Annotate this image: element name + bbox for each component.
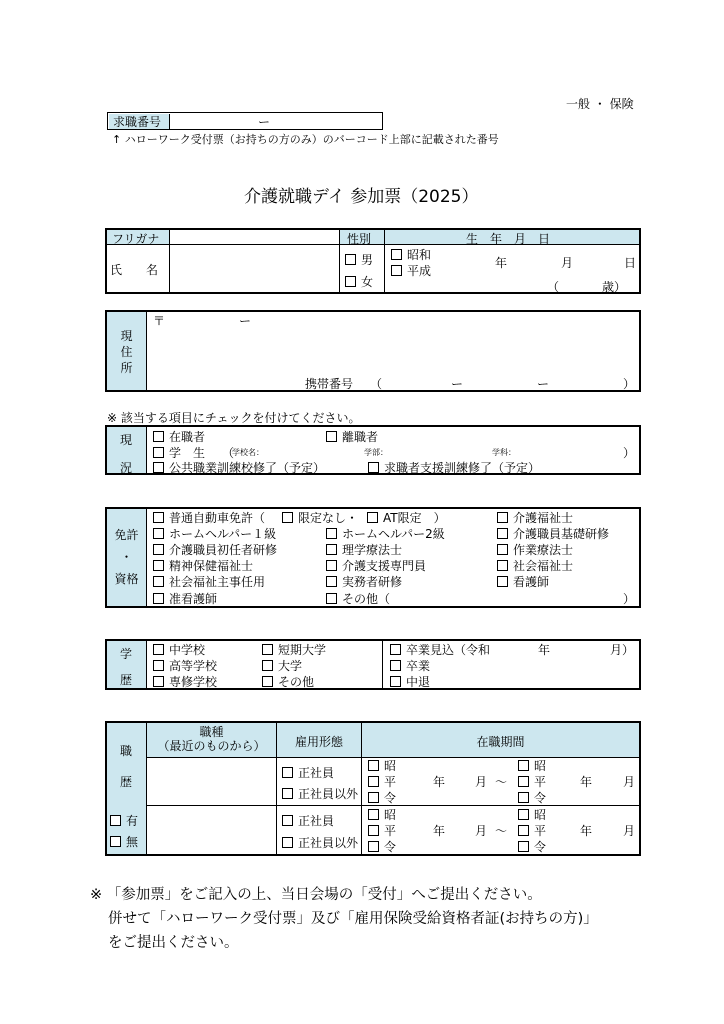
license-ot[interactable]: 作業療法士 <box>497 541 573 558</box>
license-practitioner[interactable]: 実務者研修 <box>326 573 402 590</box>
page-title: 介護就職デイ 参加票（2025） <box>244 187 479 207</box>
status-label-1: 現 <box>120 433 133 447</box>
student-checkbox[interactable] <box>153 447 164 458</box>
row2-regular[interactable]: 正社員 <box>282 812 334 829</box>
row1-start-month: 月 <box>475 775 488 789</box>
row1-start-showa-checkbox[interactable] <box>368 760 379 771</box>
student-close: ） <box>623 446 636 460</box>
address-label: 現 住 所 <box>120 329 133 375</box>
birthdate-header: 生 年 月 日 <box>466 232 551 246</box>
mobile-label: 携帯番号 <box>305 377 354 391</box>
edu-junior-high[interactable]: 中学校 <box>153 641 205 658</box>
row1-start-showa[interactable]: 昭 <box>368 757 396 774</box>
edu-junior-college[interactable]: 短期大学 <box>262 641 326 658</box>
license-helper1[interactable]: ホームヘルパー１級 <box>153 525 276 542</box>
row1-start-heisei[interactable]: 平 <box>368 773 396 790</box>
edu-university[interactable]: 大学 <box>262 657 302 674</box>
birth-day-label: 日 <box>624 256 637 270</box>
row1-start-year: 年 <box>433 775 446 789</box>
student-open: （ <box>222 446 235 460</box>
row1-non-regular[interactable]: 正社員以外 <box>282 785 358 802</box>
row1-start-heisei-checkbox[interactable] <box>368 776 379 787</box>
postal-code-input[interactable]: ー <box>239 314 252 328</box>
education-label-2: 歴 <box>120 673 133 687</box>
edu-other-checkbox[interactable] <box>262 676 273 687</box>
row1-end-heisei-checkbox[interactable] <box>518 776 529 787</box>
row2-start-year: 年 <box>433 824 446 838</box>
edu-dropout[interactable]: 中退 <box>390 673 430 690</box>
gender-male-option[interactable]: 男 <box>345 251 373 268</box>
license-basic-training[interactable]: 介護職員基礎研修 <box>497 525 609 542</box>
career-yes-checkbox[interactable] <box>110 815 121 826</box>
status-student-option[interactable]: 学 生 <box>153 444 205 461</box>
row1-end-month: 月 <box>623 775 636 789</box>
status-label-2: 況 <box>120 461 133 475</box>
helper1-checkbox[interactable] <box>153 528 164 539</box>
row1-non-regular-checkbox[interactable] <box>282 788 293 799</box>
row2-end-reiwa[interactable]: 令 <box>518 838 546 855</box>
junior-high-checkbox[interactable] <box>153 644 164 655</box>
row2-non-regular[interactable]: 正社員以外 <box>282 834 358 851</box>
job-type-input-2[interactable] <box>149 808 274 852</box>
mobile-open: （ <box>370 377 383 391</box>
checkbox-instruction: ※ 該当する項目にチェックを付けてください。 <box>107 411 361 425</box>
initial-training-checkbox[interactable] <box>153 544 164 555</box>
row2-non-regular-checkbox[interactable] <box>282 837 293 848</box>
high-school-checkbox[interactable] <box>153 660 164 671</box>
row2-end-showa-checkbox[interactable] <box>518 809 529 820</box>
edu-graduated[interactable]: 卒業 <box>390 657 430 674</box>
faculty-label: 学部： <box>364 448 388 457</box>
license-assistant-nurse[interactable]: 准看護師 <box>153 590 217 607</box>
social-worker-checkbox[interactable] <box>497 560 508 571</box>
birth-year-label: 年 <box>495 256 508 270</box>
row2-start-heisei-checkbox[interactable] <box>368 825 379 836</box>
row1-end-showa-checkbox[interactable] <box>518 760 529 771</box>
row2-end-heisei[interactable]: 平 <box>518 822 546 839</box>
license-social-supervisor[interactable]: 社会福祉主事任用 <box>153 573 265 590</box>
row2-tilde: ～ <box>495 824 508 838</box>
license-pt[interactable]: 理学療法士 <box>326 541 402 558</box>
license-social-worker[interactable]: 社会福祉士 <box>497 557 573 574</box>
row2-start-showa[interactable]: 昭 <box>368 806 396 823</box>
row2-end-showa[interactable]: 昭 <box>518 806 546 823</box>
helper2-checkbox[interactable] <box>326 528 337 539</box>
license-care-worker[interactable]: 介護福祉士 <box>497 509 573 526</box>
footer-line-2: 併せて「ハローワーク受付票」及び「雇用保険受給資格者証(お持ちの方)」 <box>108 911 598 927</box>
row2-regular-checkbox[interactable] <box>282 815 293 826</box>
address-input[interactable] <box>150 330 638 370</box>
edu-vocational[interactable]: 専修学校 <box>153 673 217 690</box>
practitioner-checkbox[interactable] <box>326 576 337 587</box>
row2-start-month: 月 <box>475 824 488 838</box>
birth-month-label: 月 <box>561 256 574 270</box>
at-checkbox[interactable] <box>367 512 378 523</box>
license-helper2[interactable]: ホームヘルパー2級 <box>326 525 445 542</box>
row2-start-heisei[interactable]: 平 <box>368 822 396 839</box>
junior-college-checkbox[interactable] <box>262 644 273 655</box>
school-name-label: 学校名： <box>232 448 264 457</box>
row1-end-reiwa-checkbox[interactable] <box>518 792 529 803</box>
furigana-label: フリガナ <box>112 232 160 246</box>
licenses-label: 免許 ・ 資格 <box>114 528 139 586</box>
license-driving-at[interactable]: AT限定 ） <box>367 509 446 526</box>
row2-end-year: 年 <box>580 824 593 838</box>
pt-checkbox[interactable] <box>326 544 337 555</box>
row1-end-showa[interactable]: 昭 <box>518 757 546 774</box>
footer-line-1: ※ 「参加票」をご記入の上、当日会場の「受付」へご提出ください。 <box>90 887 542 903</box>
employed-checkbox[interactable] <box>153 431 164 442</box>
career-label-1: 職 <box>120 744 133 758</box>
postal-mark: 〒 <box>153 314 166 328</box>
career-label-2: 歴 <box>120 775 133 789</box>
male-checkbox[interactable] <box>345 254 356 265</box>
job-number-note: ↑ ハローワーク受付票（お持ちの方のみ）のバーコード上部に記載された番号 <box>112 133 499 146</box>
care-worker-checkbox[interactable] <box>497 512 508 523</box>
license-other[interactable]: その他（ <box>326 590 390 607</box>
support-training-checkbox[interactable] <box>368 462 379 473</box>
row1-start-reiwa[interactable]: 令 <box>368 789 396 806</box>
row2-start-reiwa-checkbox[interactable] <box>368 841 379 852</box>
job-type-input-1[interactable] <box>149 760 274 803</box>
career-no-option[interactable]: 無 <box>110 833 138 850</box>
department-label: 学科： <box>492 448 516 457</box>
driving-checkbox[interactable] <box>153 512 164 523</box>
edu-other[interactable]: その他 <box>262 673 314 690</box>
vocational-checkbox[interactable] <box>153 676 164 687</box>
status-employed-option[interactable]: 在職者 <box>153 428 205 445</box>
row2-end-month: 月 <box>623 824 636 838</box>
age-label: 歳） <box>602 280 627 294</box>
license-psw[interactable]: 精神保健福祉士 <box>153 557 253 574</box>
job-type-header: 職種 （最近のものから） <box>157 725 266 753</box>
era-showa-option[interactable]: 昭和 <box>391 246 431 263</box>
employment-type-header: 雇用形態 <box>294 735 343 749</box>
row1-regular[interactable]: 正社員 <box>282 764 334 781</box>
license-nurse[interactable]: 看護師 <box>497 573 549 590</box>
era-heisei-option[interactable]: 平成 <box>391 262 431 279</box>
education-label-1: 学 <box>120 647 133 661</box>
graduated-checkbox[interactable] <box>390 660 401 671</box>
unemployed-checkbox[interactable] <box>326 431 337 442</box>
status-unemployed-option[interactable]: 離職者 <box>326 428 378 445</box>
row1-start-reiwa-checkbox[interactable] <box>368 792 379 803</box>
assistant-nurse-checkbox[interactable] <box>153 593 164 604</box>
unlimited-checkbox[interactable] <box>282 512 293 523</box>
psw-checkbox[interactable] <box>153 560 164 571</box>
other-license-checkbox[interactable] <box>326 593 337 604</box>
job-number-input[interactable]: ー <box>258 115 271 129</box>
form-category: 一般 ・ 保険 <box>566 97 634 111</box>
row1-end-year: 年 <box>580 775 593 789</box>
mobile-input-1[interactable]: ー <box>451 377 464 391</box>
row1-end-heisei[interactable]: 平 <box>518 773 546 790</box>
furigana-input[interactable] <box>172 231 337 243</box>
footer-line-3: をご提出ください。 <box>108 935 239 951</box>
basic-training-checkbox[interactable] <box>497 528 508 539</box>
other-close: ） <box>623 592 636 606</box>
social-supervisor-checkbox[interactable] <box>153 576 164 587</box>
job-number-label: 求職番号 <box>113 115 162 129</box>
license-driving-unlimited[interactable]: 限定なし・ <box>282 509 358 526</box>
name-input[interactable] <box>172 247 337 291</box>
status-support-training-option[interactable]: 求職者支援訓練修了（予定） <box>368 459 540 476</box>
career-no-checkbox[interactable] <box>110 836 121 847</box>
expected-year-label: 年 <box>538 643 551 657</box>
university-checkbox[interactable] <box>262 660 273 671</box>
career-yes-option[interactable]: 有 <box>110 812 138 829</box>
period-header: 在職期間 <box>476 735 525 749</box>
expected-checkbox[interactable] <box>390 644 401 655</box>
edu-expected[interactable]: 卒業見込（令和 <box>390 641 490 658</box>
license-care-manager[interactable]: 介護支援専門員 <box>326 557 426 574</box>
row2-start-reiwa[interactable]: 令 <box>368 838 396 855</box>
care-manager-checkbox[interactable] <box>326 560 337 571</box>
ot-checkbox[interactable] <box>497 544 508 555</box>
row1-tilde: ～ <box>495 775 508 789</box>
mobile-close: ） <box>623 377 636 391</box>
public-training-checkbox[interactable] <box>153 462 164 473</box>
license-driving[interactable]: 普通自動車免許（ <box>153 509 265 526</box>
row2-end-reiwa-checkbox[interactable] <box>518 841 529 852</box>
mobile-input-2[interactable]: ー <box>537 377 550 391</box>
showa-checkbox[interactable] <box>391 249 402 260</box>
nurse-checkbox[interactable] <box>497 576 508 587</box>
row2-end-heisei-checkbox[interactable] <box>518 825 529 836</box>
license-initial-training[interactable]: 介護職員初任者研修 <box>153 541 277 558</box>
row1-regular-checkbox[interactable] <box>282 767 293 778</box>
heisei-checkbox[interactable] <box>391 265 402 276</box>
female-checkbox[interactable] <box>345 276 356 287</box>
dropout-checkbox[interactable] <box>390 676 401 687</box>
status-public-training-option[interactable]: 公共職業訓練校修了（予定） <box>153 459 325 476</box>
age-open: （ <box>547 280 560 294</box>
edu-high-school[interactable]: 高等学校 <box>153 657 217 674</box>
expected-month-label: 月） <box>610 643 635 657</box>
gender-header: 性別 <box>347 232 372 246</box>
row1-end-reiwa[interactable]: 令 <box>518 789 546 806</box>
row2-start-showa-checkbox[interactable] <box>368 809 379 820</box>
gender-female-option[interactable]: 女 <box>345 273 373 290</box>
name-label: 氏 名 <box>110 263 159 277</box>
